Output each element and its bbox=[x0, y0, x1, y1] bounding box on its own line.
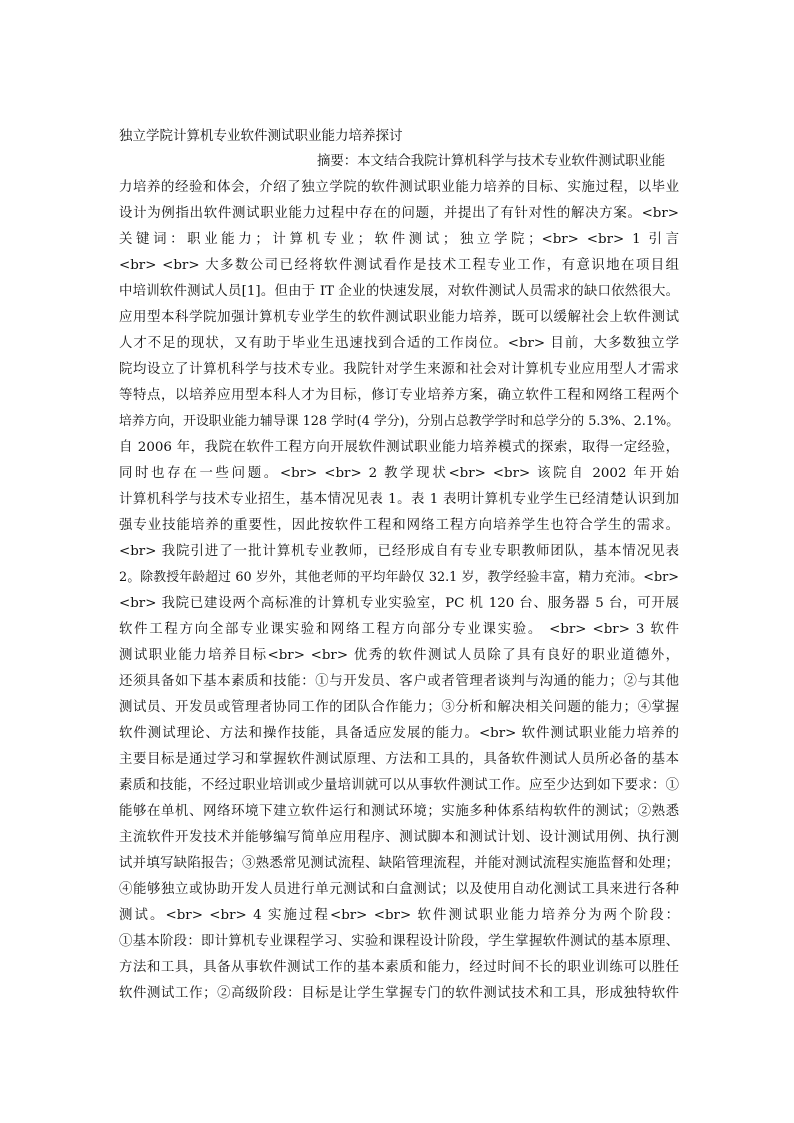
document-body bbox=[119, 149, 679, 1007]
body-text-line: ④能够独立或协助开发人员进行单元测试和白盒测试；以及使用自动化测试工具来进行各种 bbox=[119, 882, 679, 897]
body-text-line: 同时也存在一些问题。<br> <br> 2 教学现状<br> <br> 该院自 2002 年开始 bbox=[119, 466, 679, 481]
body-text-line: <br> 我院已建设两个高标准的计算机专业实验室，PC 机 120 台、服务器 5 台，可开展 bbox=[119, 596, 679, 611]
body-text-line: 关键词：职业能力；计算机专业；软件测试；独立学院；<br> <br> 1 引言 bbox=[119, 232, 679, 247]
body-text-line: 主要目标是通过学习和掌握软件测试原理、方法和工具的，具备软件测试人员所必备的基本 bbox=[119, 752, 679, 767]
document-title: 独立学院计算机专业软件测试职业能力培养探讨 bbox=[119, 128, 403, 144]
body-text-line: 测试职业能力培养目标<br> <br> 优秀的软件测试人员除了具有良好的职业道德外， bbox=[119, 648, 679, 663]
body-text-line: 应用型本科学院加强计算机专业学生的软件测试职业能力培养，既可以缓解社会上软件测试 bbox=[119, 310, 679, 325]
body-text-line: <br> <br> 大多数公司已经将软件测试看作是技术工程专业工作，有意识地在项目组 bbox=[119, 258, 679, 273]
body-text-line: 中培训软件测试人员[1]。但由于 IT 企业的快速发展，对软件测试人员需求的缺口依然很大。 bbox=[119, 284, 679, 299]
body-text-line: 试并填写缺陷报告；③熟悉常见测试流程、缺陷管理流程，并能对测试流程实施监督和处理； bbox=[119, 856, 679, 871]
body-text-line: 2。除教授年龄超过 60 岁外，其他老师的平均年龄仅 32.1 岁，教学经验丰富，精力充沛。<br> bbox=[119, 570, 679, 585]
body-text-line: 软件工程方向全部专业课实验和网络工程方向部分专业课实验。 <br> <br> 3 软件 bbox=[119, 622, 679, 637]
body-text-line: 能够在单机、网络环境下建立软件运行和测试环境；实施多种体系结构软件的测试；②熟悉 bbox=[119, 804, 679, 819]
body-text-line: 测试员、开发员或管理者协同工作的团队合作能力；③分析和解决相关问题的能力；④掌握 bbox=[119, 700, 679, 715]
body-text-line: 院均设立了计算机科学与技术专业。我院针对学生来源和社会对计算机专业应用型人才需求 bbox=[119, 362, 679, 377]
body-text-line: 等特点，以培养应用型本科人才为目标，修订专业培养方案，确立软件工程和网络工程两个 bbox=[119, 388, 679, 403]
body-text-line: <br> 我院引进了一批计算机专业教师，已经形成自有专业专职教师团队，基本情况见表 bbox=[119, 544, 679, 559]
document-page bbox=[119, 126, 679, 1007]
body-text-line: 主流软件开发技术并能够编写简单应用程序、测试脚本和测试计划、设计测试用例、执行测 bbox=[119, 830, 679, 845]
body-text-line: ①基本阶段：即计算机专业课程学习、实验和课程设计阶段，学生掌握软件测试的基本原理、 bbox=[119, 934, 679, 949]
body-text-line: 强专业技能培养的重要性，因此按软件工程和网络工程方向培养学生也符合学生的需求。 bbox=[119, 518, 679, 533]
body-text-line: 力培养的经验和体会，介绍了独立学院的软件测试职业能力培养的目标、实施过程，以毕业 bbox=[119, 180, 679, 195]
body-text-line: 人才不足的现状，又有助于毕业生迅速找到合适的工作岗位。<br> 目前，大多数独立学 bbox=[119, 336, 679, 351]
body-text-line: 自 2006 年，我院在软件工程方向开展软件测试职业能力培养模式的探索，取得一定经验， bbox=[119, 440, 679, 455]
body-text-line: 计算机科学与技术专业招生，基本情况见表 1。表 1 表明计算机专业学生已经清楚认识到加 bbox=[119, 492, 679, 507]
body-text-line: 素质和技能，不经过职业培训或少量培训就可以从事软件测试工作。应至少达到如下要求：① bbox=[119, 778, 679, 793]
body-text-line: 软件测试工作；②高级阶段：目标是让学生掌握专门的软件测试技术和工具，形成独特软件 bbox=[119, 986, 679, 1001]
body-text-line: 还须具备如下基本素质和技能：①与开发员、客户或者管理者谈判与沟通的能力；②与其他 bbox=[119, 674, 679, 689]
body-text-line: 设计为例指出软件测试职业能力过程中存在的问题，并提出了有针对性的解决方案。<br> bbox=[119, 206, 679, 221]
body-text-line: 方法和工具，具备从事软件测试工作的基本素质和能力，经过时间不长的职业训练可以胜任 bbox=[119, 960, 679, 975]
body-text-line: 测试。<br> <br> 4 实施过程<br> <br> 软件测试职业能力培养分为两个阶段： bbox=[119, 908, 679, 923]
body-text-line: 培养方向，开设职业能力辅导课 128 学时(4 学分)，分别占总教学学时和总学分的 5.3%、2.1%。 bbox=[119, 414, 679, 429]
body-text-line: 摘要：本文结合我院计算机科学与技术专业软件测试职业能 bbox=[317, 154, 666, 169]
body-text-line: 软件测试理论、方法和操作技能，具备适应发展的能力。<br> 软件测试职业能力培养的 bbox=[119, 726, 679, 741]
